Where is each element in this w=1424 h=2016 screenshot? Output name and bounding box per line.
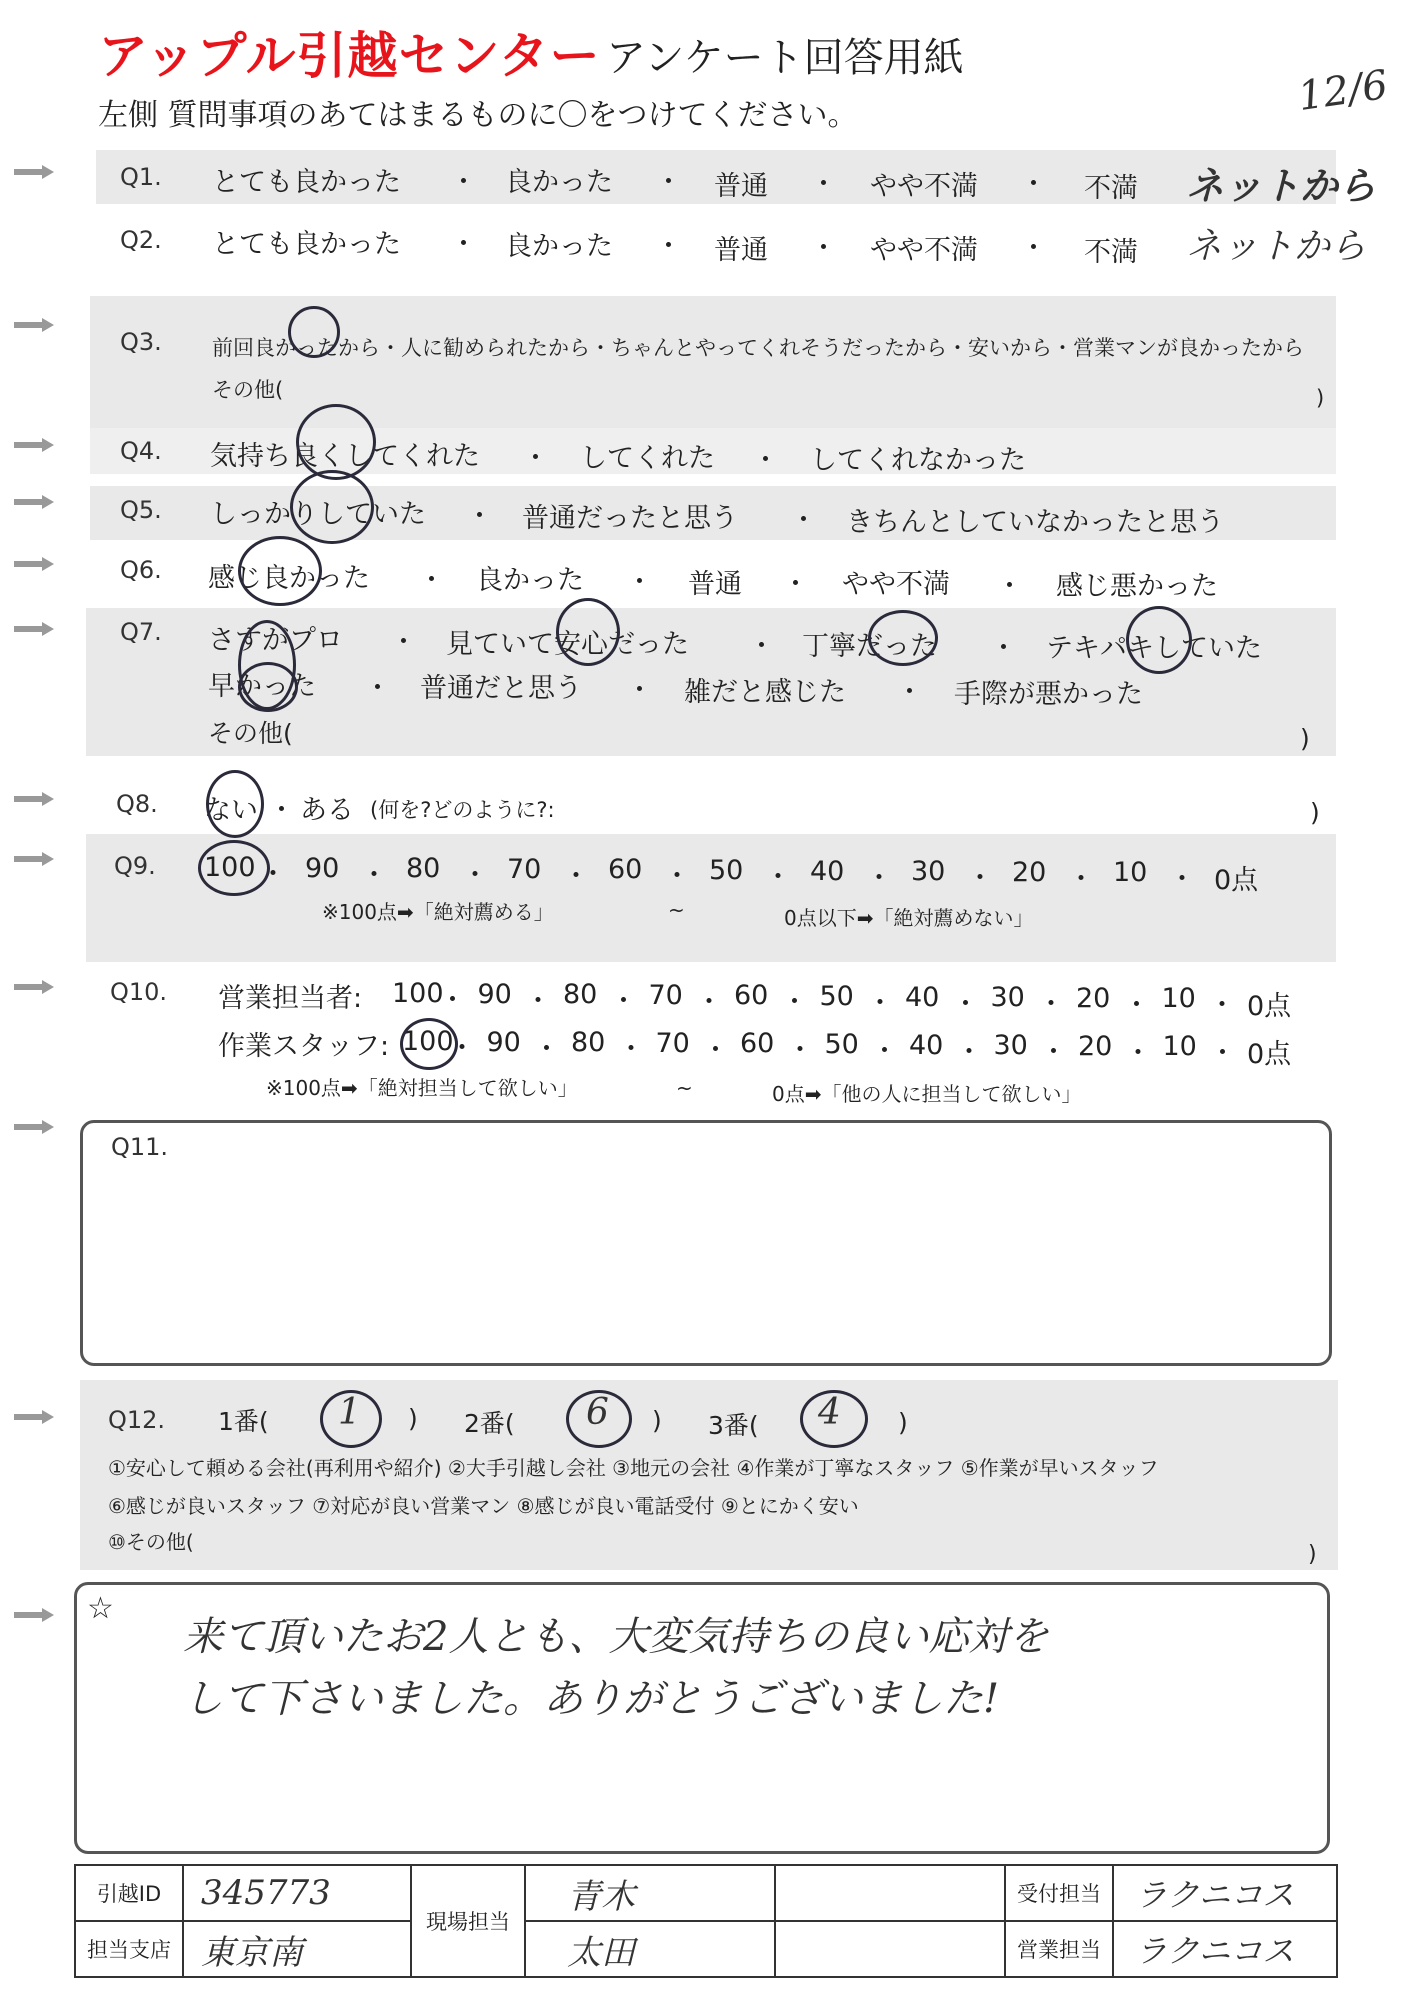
q12-second-value[interactable]: 6 [586, 1392, 609, 1433]
q1-option-5[interactable]: 不満 [1084, 173, 1138, 204]
q1-label: Q1. [120, 163, 162, 191]
band-q3 [90, 296, 1336, 428]
q9-separator: ・ [259, 859, 287, 890]
q12-second-close: ) [652, 1406, 662, 1435]
q8-label: Q8. [116, 790, 158, 818]
q2-handwritten-note: ネットから [1186, 226, 1367, 267]
q9-separator: ・ [663, 861, 691, 893]
q8-detail-field[interactable]: (何を?どのように?: [370, 798, 555, 822]
q4-option-2[interactable]: してくれた [580, 443, 715, 474]
q2-label: Q2. [120, 226, 162, 254]
margin-arrow-icon [14, 1120, 54, 1134]
q10-note-high: ※100点➡「絶対担当して欲しい」 [266, 1076, 578, 1100]
comment-line-1: 来て頂いたお2人とも、大変気持ちの良い応対を [183, 1614, 1049, 1660]
margin-arrow-icon [14, 622, 54, 636]
q10-staff-separator: ・ [617, 1034, 645, 1066]
q1-option-1[interactable]: とても良かった [212, 167, 401, 198]
q12-choices-row-3[interactable]: ⑩その他( [108, 1530, 194, 1554]
q12-first-label: 1番( [218, 1407, 269, 1436]
instruction-text: 左側 質問事項のあてはまるものに〇をつけてください。 [98, 98, 858, 133]
q6-option-2[interactable]: 良かった [476, 565, 584, 596]
margin-arrow-icon [14, 438, 54, 452]
q9-separator: ・ [562, 860, 590, 892]
margin-arrow-icon [14, 495, 54, 509]
q7-answer-mark [556, 598, 620, 666]
q12-second-mark [566, 1390, 632, 1448]
q8-option-none[interactable]: ない [204, 795, 258, 826]
q7-separator: ・ [990, 633, 1017, 664]
q6-separator: ・ [626, 567, 653, 598]
q10-sales-label: 営業担当者: [218, 983, 363, 1014]
q10-sales-separator: ・ [866, 988, 894, 1019]
q7-separator: ・ [626, 675, 653, 706]
q12-label: Q12. [108, 1406, 166, 1434]
q10-sales-score[interactable]: 80 [563, 979, 598, 1011]
q1-option-2[interactable]: 良かった [505, 167, 613, 198]
q10-sales-score[interactable]: 10 [1161, 983, 1196, 1015]
margin-arrow-icon [14, 165, 54, 179]
q10-staff-separator: ・ [955, 1036, 983, 1068]
q10-sales-score[interactable]: 20 [1076, 982, 1111, 1014]
q6-separator: ・ [418, 565, 445, 596]
brand-logo: アップル引越センター [98, 27, 601, 85]
q9-score[interactable]: 70 [507, 853, 542, 885]
q7-answer-mark [238, 662, 298, 712]
q7-separator: ・ [364, 673, 391, 704]
q1-handwritten-note: ネットから [1186, 163, 1377, 208]
q4-separator: ・ [752, 445, 779, 476]
q10-sales-separator: ・ [695, 986, 723, 1018]
q12-third-close: ) [898, 1408, 908, 1437]
q10-staff-score[interactable]: 0点 [1247, 1039, 1292, 1070]
branch-text: 東京南 [201, 1932, 303, 1973]
q12-third-label: 3番( [708, 1411, 759, 1440]
q10-sales-separator: ・ [610, 986, 638, 1018]
q2-separator: ・ [655, 231, 682, 262]
q2-option-4[interactable]: やや不満 [870, 235, 978, 266]
q12-third-value[interactable]: 4 [818, 1392, 841, 1433]
q7-option-7[interactable]: 雑だと感じた [684, 677, 846, 708]
q6-option-3[interactable]: 普通 [688, 569, 742, 600]
q10-sales-separator: ・ [1037, 989, 1065, 1021]
q9-separator: ・ [865, 862, 893, 894]
q11-label: Q11. [111, 1133, 169, 1161]
q10-staff-separator: ・ [1039, 1037, 1067, 1069]
margin-arrow-icon [14, 980, 54, 994]
q10-staff-score[interactable]: 70 [655, 1027, 690, 1059]
q10-sales-score[interactable]: 50 [819, 981, 854, 1012]
margin-arrow-icon [14, 852, 54, 866]
q10-sales-score[interactable]: 30 [990, 982, 1025, 1014]
q9-tilde: ~ [668, 898, 685, 922]
q10-sales-score[interactable]: 60 [734, 980, 769, 1012]
q9-label: Q9. [114, 852, 156, 880]
q7-other-field[interactable]: その他( [208, 719, 293, 748]
q6-option-5[interactable]: 感じ悪かった [1056, 571, 1218, 602]
q7-option-2[interactable]: 見ていて安心だった [446, 629, 689, 660]
q7-option-1[interactable]: さすがプロ [208, 625, 343, 656]
site-staff-2-text: 太田 [567, 1932, 635, 1973]
margin-arrow-icon [14, 792, 54, 806]
q10-staff-score[interactable]: 10 [1162, 1031, 1197, 1063]
site-staff-1[interactable] [525, 1865, 775, 1921]
q10-sales-score[interactable]: 70 [648, 979, 683, 1011]
q10-staff-separator: ・ [870, 1036, 898, 1067]
q10-label: Q10. [110, 978, 168, 1006]
q1-option-4[interactable]: やや不満 [870, 171, 978, 202]
q10-sales-score[interactable]: 90 [477, 978, 512, 1010]
q9-score[interactable]: 20 [1012, 856, 1047, 888]
q9-score[interactable]: 0点 [1214, 865, 1259, 896]
q10-staff-score[interactable]: 100 [402, 1026, 454, 1057]
move-id-label: 引越ID [75, 1865, 183, 1921]
q6-option-1[interactable]: 感じ良かった [208, 563, 370, 594]
q9-note-high: ※100点➡「絶対薦める」 [322, 900, 554, 924]
q10-staff-score[interactable]: 80 [571, 1027, 606, 1059]
q10-staff-separator: ・ [1208, 1038, 1236, 1070]
q10-staff-score[interactable]: 90 [486, 1026, 521, 1058]
q9-separator: ・ [1067, 863, 1095, 895]
q3-label: Q3. [120, 328, 162, 356]
branch-value[interactable] [183, 1921, 411, 1977]
q5-option-1[interactable]: しっかりしていた [210, 499, 426, 530]
q1-separator: ・ [810, 169, 837, 200]
q5-separator: ・ [466, 501, 493, 532]
q8-option-some[interactable]: ある [300, 795, 354, 826]
q10-staff-score[interactable]: 20 [1078, 1030, 1113, 1062]
q8-separator: ・ [268, 795, 295, 826]
q7-answer-mark [868, 610, 938, 666]
q6-answer-mark [238, 536, 322, 606]
q2-option-3[interactable]: 普通 [714, 235, 768, 266]
q10-note-low: 0点➡「他の人に担当して欲しい」 [772, 1082, 1082, 1106]
q10-staff-label: 作業スタッフ: [218, 1031, 390, 1062]
move-id-text: 345773 [201, 1873, 331, 1913]
q10-answer-mark [400, 1018, 458, 1070]
q1-separator: ・ [1020, 169, 1047, 200]
q10-staff-separator: ・ [786, 1035, 814, 1067]
date-note: 12/6 [1295, 61, 1391, 121]
q7-separator: ・ [896, 677, 923, 708]
blank-cell [775, 1865, 1005, 1921]
q1-separator: ・ [450, 167, 477, 198]
q9-separator: ・ [461, 860, 489, 892]
q10-tilde: ~ [676, 1076, 693, 1100]
q2-option-1[interactable]: とても良かった [212, 229, 401, 260]
sales-label: 営業担当 [1005, 1921, 1113, 1977]
q5-answer-mark [290, 470, 374, 544]
q6-separator: ・ [996, 571, 1023, 602]
q10-sales-separator: ・ [952, 988, 980, 1020]
q10-staff-separator: ・ [701, 1034, 729, 1066]
q10-sales-score[interactable]: 40 [905, 981, 940, 1013]
q12-first-mark [320, 1390, 382, 1448]
q3-answer-mark [288, 306, 340, 358]
q10-sales-separator: ・ [1208, 990, 1236, 1022]
q10-sales-separator: ・ [781, 987, 809, 1019]
sales-value[interactable] [1113, 1921, 1337, 1977]
q4-option-1[interactable]: 気持ち良くしてくれた [210, 441, 480, 472]
q9-separator: ・ [1168, 864, 1196, 896]
reception-value[interactable] [1113, 1865, 1337, 1921]
q2-separator: ・ [810, 233, 837, 264]
q8-answer-mark [206, 770, 264, 838]
q1-separator: ・ [655, 167, 682, 198]
q3-other-field[interactable]: その他( [212, 378, 284, 402]
q7-option-5[interactable]: 早かった [208, 671, 316, 702]
blank-cell [775, 1921, 1005, 1977]
q10-staff-separator: ・ [532, 1033, 560, 1065]
q4-label: Q4. [120, 437, 162, 465]
q5-separator: ・ [790, 505, 817, 536]
q7-option-8[interactable]: 手際が悪かった [954, 679, 1143, 710]
q10-sales-score[interactable]: 100 [392, 978, 444, 1009]
q12-third-mark [800, 1390, 868, 1448]
q2-option-2[interactable]: 良かった [505, 231, 613, 262]
q12-second-label: 2番( [464, 1409, 515, 1438]
margin-arrow-icon [14, 1410, 54, 1424]
q4-separator: ・ [522, 443, 549, 474]
reception-text: ラクニコス [1135, 1876, 1295, 1914]
star-icon: ☆ [87, 1591, 114, 1626]
sales-text: ラクニコス [1135, 1932, 1295, 1970]
branch-label: 担当支店 [75, 1921, 183, 1977]
q7-option-4[interactable]: テキパキしていた [1046, 633, 1262, 664]
q9-score[interactable]: 40 [810, 855, 845, 887]
q9-score[interactable]: 80 [406, 853, 441, 885]
q4-option-3[interactable]: してくれなかった [810, 445, 1026, 476]
margin-arrow-icon [14, 1608, 54, 1622]
q7-separator: ・ [748, 631, 775, 662]
q10-staff-separator: ・ [448, 1033, 476, 1064]
form-title: アンケート回答用紙 [606, 35, 964, 81]
q9-score[interactable]: 90 [305, 852, 340, 884]
q6-option-4[interactable]: やや不満 [842, 569, 950, 600]
q4-answer-mark [296, 404, 376, 480]
comment-box[interactable] [74, 1582, 1330, 1854]
q10-sales-separator: ・ [524, 985, 552, 1017]
q2-option-5[interactable]: 不満 [1084, 237, 1138, 268]
q9-score[interactable]: 10 [1113, 857, 1148, 889]
q12-choices-row-1: ①安心して頼める会社(再利用や紹介) ②大手引越し会社 ③地元の会社 ④作業が丁寧なスタッフ ⑤作業が早いスタッフ [108, 1456, 1159, 1480]
q5-option-2[interactable]: 普通だったと思う [522, 503, 738, 534]
q8-detail-close: ) [1310, 798, 1320, 827]
q7-option-3[interactable]: 丁寧だった [802, 631, 937, 662]
q7-other-close: ) [1300, 724, 1310, 753]
q6-label: Q6. [120, 556, 162, 584]
q12-first-close: ) [408, 1404, 418, 1433]
q10-staff-score[interactable]: 30 [993, 1030, 1028, 1062]
q12-other-close: ) [1308, 1542, 1317, 1567]
q10-staff-score[interactable]: 60 [740, 1028, 775, 1060]
q9-score[interactable]: 60 [608, 854, 643, 886]
margin-arrow-icon [14, 557, 54, 571]
q9-separator: ・ [966, 863, 994, 895]
q2-separator: ・ [1020, 233, 1047, 264]
q9-score[interactable]: 100 [204, 852, 256, 883]
move-id-value[interactable] [183, 1865, 411, 1921]
q3-other-close: ) [1316, 386, 1325, 410]
q10-staff-score[interactable]: 40 [909, 1029, 944, 1061]
q12-choices-row-2: ⑥感じが良いスタッフ ⑦対応が良い営業マン ⑧感じが良い電話受付 ⑨とにかく安い [108, 1494, 859, 1518]
q10-sales-separator: ・ [1123, 989, 1151, 1021]
q10-sales-score[interactable]: 0点 [1247, 991, 1292, 1022]
q3-options-line[interactable]: 前回良かったから・人に勧められたから・ちゃんとやってくれそうだったから・安いから・営業マンが良かったから [212, 336, 1304, 360]
q9-score[interactable]: 30 [911, 856, 946, 888]
margin-arrow-icon [14, 318, 54, 332]
q12-first-value[interactable]: 1 [338, 1392, 361, 1433]
q5-option-3[interactable]: きちんとしていなかったと思う [846, 507, 1224, 538]
q7-separator: ・ [390, 627, 417, 658]
q9-score[interactable]: 50 [709, 855, 744, 886]
reception-label: 受付担当 [1005, 1865, 1113, 1921]
q5-label: Q5. [120, 496, 162, 524]
site-staff-2[interactable] [525, 1921, 775, 1977]
q9-note-low: 0点以下➡「絶対薦めない」 [784, 906, 1034, 930]
q7-label: Q7. [120, 618, 162, 646]
footer-table [74, 1864, 1338, 1978]
q10-sales-separator: ・ [439, 985, 467, 1016]
q9-separator: ・ [360, 859, 388, 891]
q10-staff-score[interactable]: 50 [824, 1029, 859, 1060]
q10-staff-separator: ・ [1124, 1037, 1152, 1069]
q9-separator: ・ [764, 862, 792, 893]
site-staff-label: 現場担当 [411, 1865, 525, 1977]
site-staff-1-text: 青木 [567, 1876, 635, 1917]
q6-separator: ・ [782, 569, 809, 600]
q2-separator: ・ [450, 229, 477, 260]
q9-answer-mark [198, 840, 270, 896]
q7-answer-mark [1126, 606, 1192, 674]
comment-line-2: して下さいました。ありがとうございました! [183, 1676, 1000, 1722]
q7-option-6[interactable]: 普通だと思う [420, 673, 582, 704]
q1-option-3[interactable]: 普通 [714, 171, 768, 202]
q11-free-text-box[interactable] [80, 1120, 1332, 1366]
